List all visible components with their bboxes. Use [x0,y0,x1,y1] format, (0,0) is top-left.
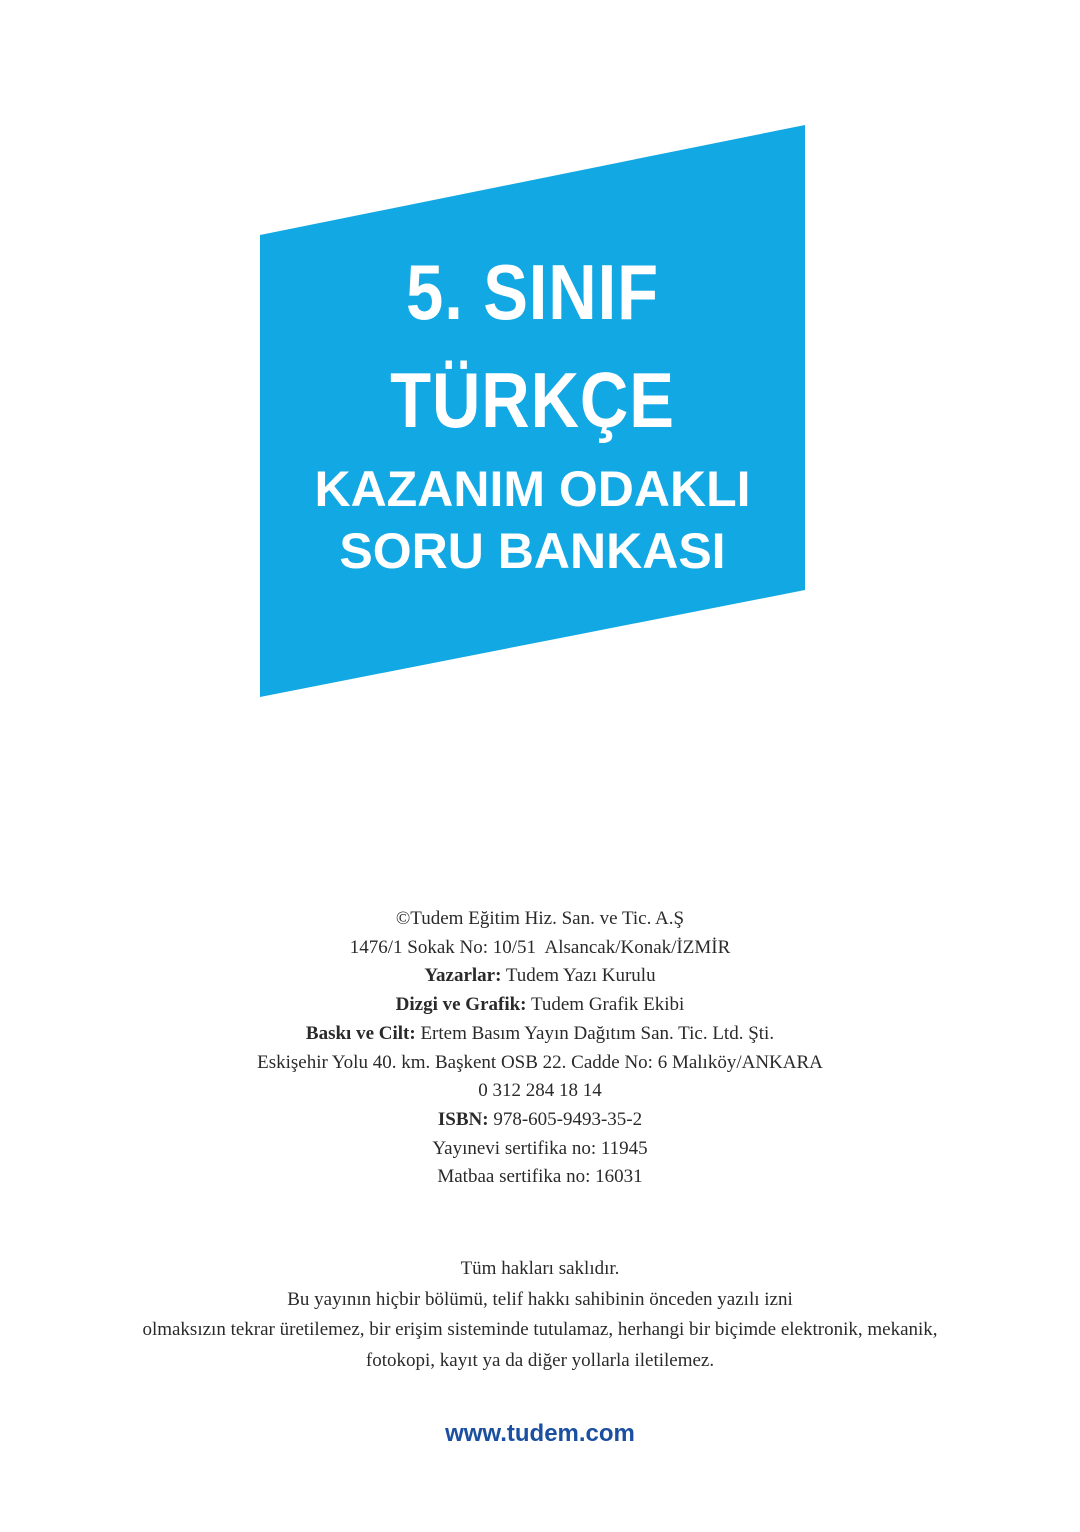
subtitle-line-1: KAZANIM ODAKLI [314,461,751,517]
cover-banner [0,0,1080,760]
design-line [0,991,1080,1020]
rights-line-4: fotokopi, kayıt ya da diğer yollarla iletilemez. [365,1349,715,1371]
publisher-address: 1476/1 Sokak No: 10/51 Alsancak/Konak/İZMİR [349,936,731,958]
print-value: Ertem Basım Yayın Dağıtım San. Tic. Ltd. Şti. [420,1022,775,1044]
printer-address: Eskişehir Yolu 40. km. Başkent OSB 22. Cadde No: 6 Malıköy/ANKARA [257,1051,823,1073]
rights-line-2: Bu yayının hiçbir bölümü, telif hakkı sahibinin önceden yazılı izni [287,1288,793,1310]
copyright-line: ©Tudem Eğitim Hiz. San. ve Tic. A.Ş [395,908,685,929]
print-label: Baskı ve Cilt: [305,1022,416,1044]
rights-notice [0,1254,1080,1376]
authors-line [0,962,1080,991]
authors-value: Tudem Yazı Kurulu [505,965,656,987]
printer-certificate: Matbaa sertifika no: 16031 [437,1166,643,1188]
design-value: Tudem Grafik Ekibi [530,994,685,1016]
design-label: Dizgi ve Grafik: [395,994,527,1016]
title-grade: 5. SINIF [406,248,659,336]
rights-line-1: Tüm hakları saklıdır. [460,1258,620,1279]
website-link[interactable]: www.tudem.com [445,1420,635,1447]
publisher-certificate: Yayınevi sertifika no: 11945 [432,1137,648,1159]
subtitle-line-2: SORU BANKASI [339,523,726,579]
print-line [0,1020,1080,1049]
imprint-block [0,905,1080,1192]
title-subject: TÜRKÇE [390,356,675,444]
rights-line-3: olmaksızın tekrar üretilemez, bir erişim sisteminde tutulamaz, herhangi bir biçimde elektronik, mekanik, [142,1319,938,1340]
title-block [260,238,805,582]
isbn-value: 978-605-9493-35-2 [493,1108,643,1130]
authors-label: Yazarlar: [424,965,502,987]
phone-number: 0 312 284 18 14 [478,1080,602,1102]
isbn-line [0,1106,1080,1135]
isbn-label: ISBN: [437,1108,489,1130]
